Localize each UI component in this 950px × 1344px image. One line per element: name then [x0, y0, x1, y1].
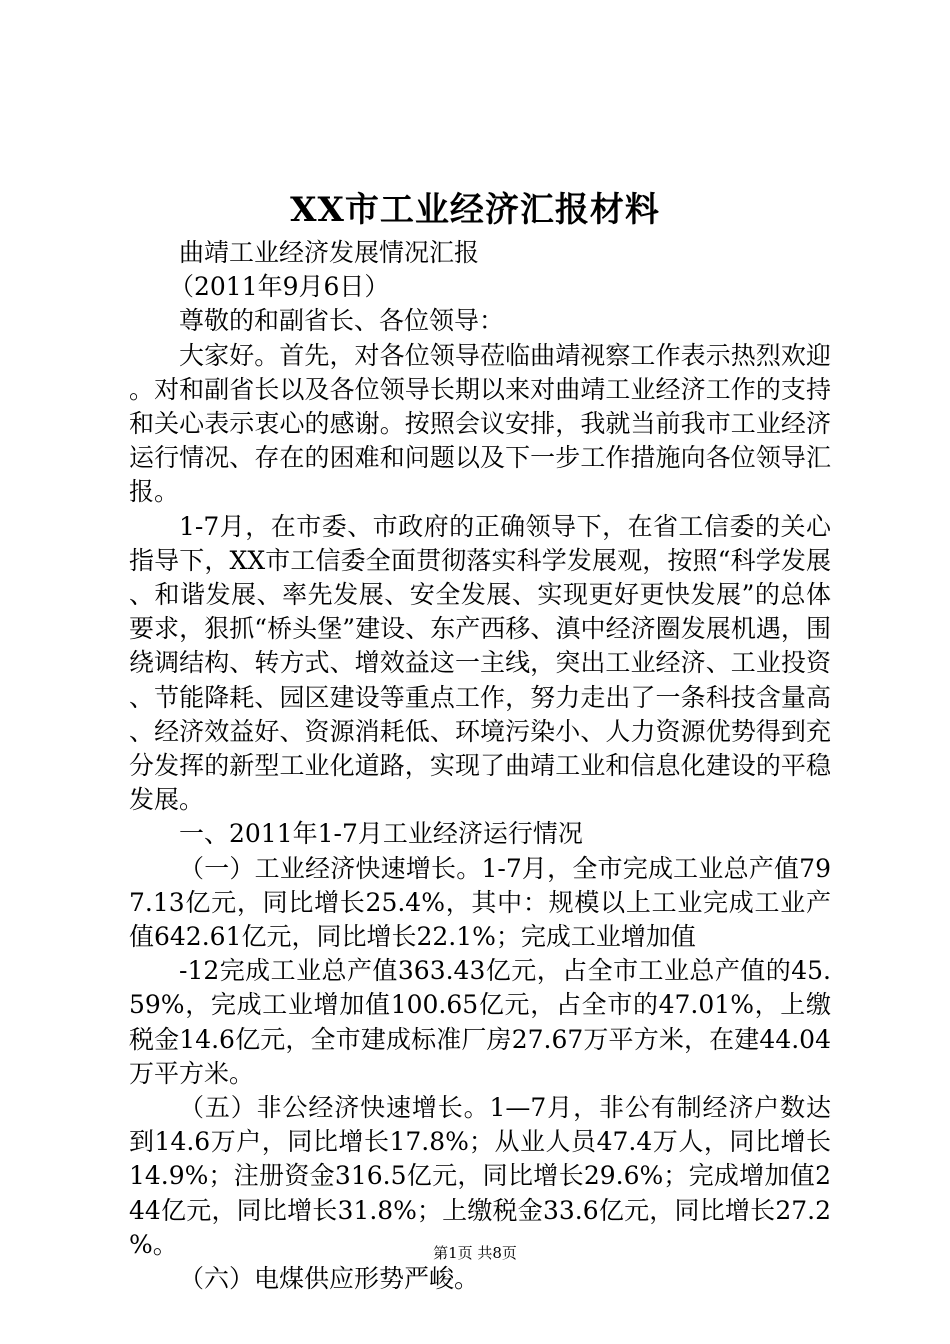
paragraph-non-public-economy: （五）非公经济快速增长。1—7月，非公有制经济户数达到14.6万户，同比增长17.8%；从业人员47.4万人，同比增长14.9%；注册资金316.5亿元，同比增长29.6%；完成增加值244亿元，同比增长31.8%；上缴税金33.6亿元，同比增长27.2%。 [129, 1093, 831, 1259]
paragraph-industrial-output: -12完成工业总产值363.43亿元，占全市工业总产值的45.59%，完成工业增加值100.65亿元，占全市的47.01%，上缴税金14.6亿元，全市建成标准厂房27.67万平方米，在建44.04万平方米。 [129, 956, 831, 1088]
paragraph-coal-supply: （六）电煤供应形势严峻。 [179, 1264, 480, 1294]
salutation: 尊敬的和副省长、各位领导： [179, 306, 505, 336]
section-heading-1: 一、2011年1-7月工业经济运行情况 [179, 819, 583, 849]
paragraph-greeting: 大家好。首先，对各位领导莅临曲靖视察工作表示热烈欢迎。对和副省长以及各位领导长期以来对曲靖工业经济工作的支持和关心表示衷心的感谢。按照会议安排，我就当前我市工业经济运行情况、存在的困难和问题以及下一步工作措施向各位领导汇报。 [129, 340, 831, 507]
report-date: （2011年9月6日） [169, 272, 390, 302]
document-body [129, 236, 831, 1296]
paragraph-industrial-growth: （一）工业经济快速增长。1-7月，全市完成工业总产值797.13亿元，同比增长25.4%，其中：规模以上工业完成工业产值642.61亿元，同比增长22.1%；完成工业增加值 [129, 853, 831, 952]
report-subtitle: 曲靖工业经济发展情况汇报 [179, 238, 480, 267]
page-footer: 第1页 共8页 [433, 1244, 517, 1262]
document-title: XX市工业经济汇报材料 [290, 190, 660, 230]
paragraph-overview: 1-7月，在市委、市政府的正确领导下，在省工信委的关心指导下，XX市工信委全面贯彻落实科学发展观，按照“科学发展、和谐发展、率先发展、安全发展、实现更好更快发展”的总体要求，狠抓“桥头堡”建设、东产西移、滇中经济圈发展机遇，围绕调结构、转方式、增效益这一主线，突出工业经济、工业投资、节能降耗、园区建设等重点工作，努力走出了一条科技含量高、经济效益好、资源消耗低、环境污染小、人力资源优势得到充分发挥的新型工业化道路，实现了曲靖工业和信息化建设的平稳发展。 [129, 511, 831, 815]
